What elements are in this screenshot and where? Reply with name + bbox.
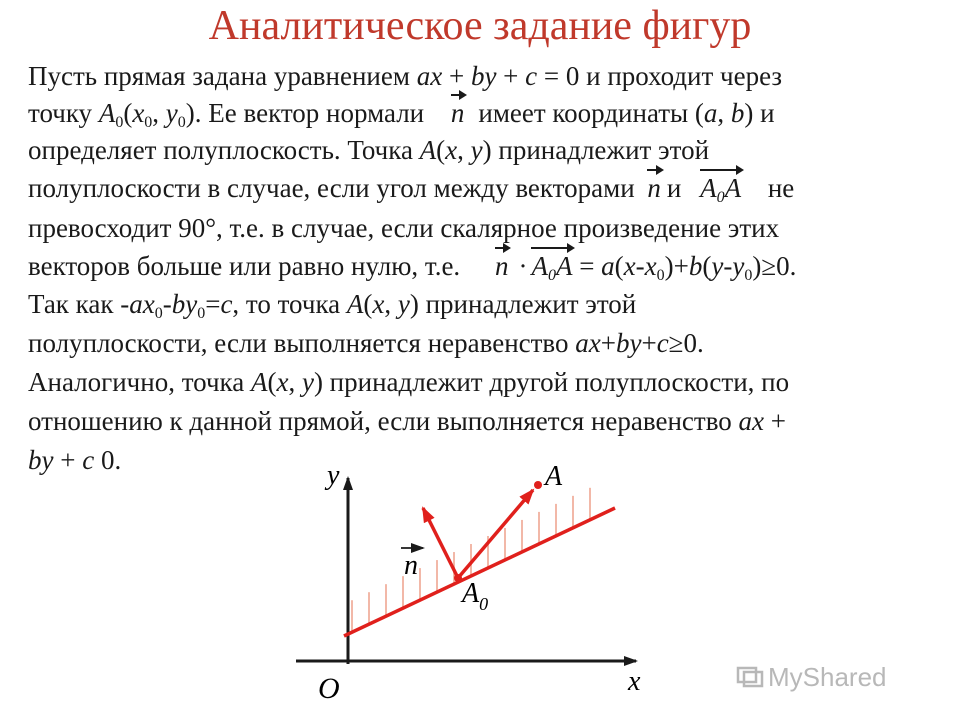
text-line-1: Пусть прямая задана уравнением ax + by + c = 0 и проходит через <box>28 61 783 91</box>
point-a-label: A <box>545 461 563 492</box>
text-line-10: отношению к данной прямой, если выполняется неравенство ax + <box>28 406 786 436</box>
normal-vector-symbol: n <box>494 251 509 281</box>
normal-vector-symbol: n <box>647 173 661 203</box>
text-line-6: векторов больше или равно нулю, т.е. $n \cdot A_0A = a(x-x_0)+b(y-y_0)\ge 0$. <box>28 251 797 284</box>
text-line-9: Аналогично, точка A(x, y) принадлежит другой полуплоскости, по <box>28 367 790 397</box>
point-a0-label: $A_0$ <box>462 578 489 614</box>
point-a0 <box>454 574 462 582</box>
y-axis-label: y <box>327 460 340 491</box>
normal-vector-symbol: n <box>450 98 465 128</box>
text-line-8: полуплоскости, если выполняется неравенство ax+by+c≥0. <box>28 328 704 358</box>
watermark: MyShared <box>768 662 887 692</box>
x-axis-label: x <box>628 666 641 697</box>
boundary-line <box>344 508 615 636</box>
text-line-2: точку $A_0(x_0$, $y_0$). Ее вектор нормали n имеет координаты (a, b) и <box>28 98 775 131</box>
normal-vector-arrow <box>423 508 458 578</box>
text-line-3: определяет полуплоскость. Точка A(x, y) принадлежит этой <box>28 135 710 165</box>
text-line-11: by + c 0. <box>28 445 122 475</box>
text-line-7: Так как $-ax_0-by_0=c$, то точка A(x, y) принадлежит этой <box>28 289 637 322</box>
myshared-logo-icon <box>736 662 764 690</box>
normal-vector-label: n <box>404 550 418 581</box>
origin-label: O <box>318 672 340 705</box>
half-plane-hatching <box>352 488 590 632</box>
text-line-4: полуплоскости в случае, если угол между векторами n и $A_0A$ не <box>28 173 795 206</box>
vector-a0a-symbol: $A_0A$ <box>700 173 742 206</box>
vector-a0a-symbol: $A_0A$ <box>531 251 573 284</box>
text-line-5: превосходит 90°, т.е. в случае, если скалярное произведение этих <box>28 213 780 243</box>
slide-title: Аналитическое задание фигур <box>208 3 752 49</box>
point-a <box>534 481 542 489</box>
